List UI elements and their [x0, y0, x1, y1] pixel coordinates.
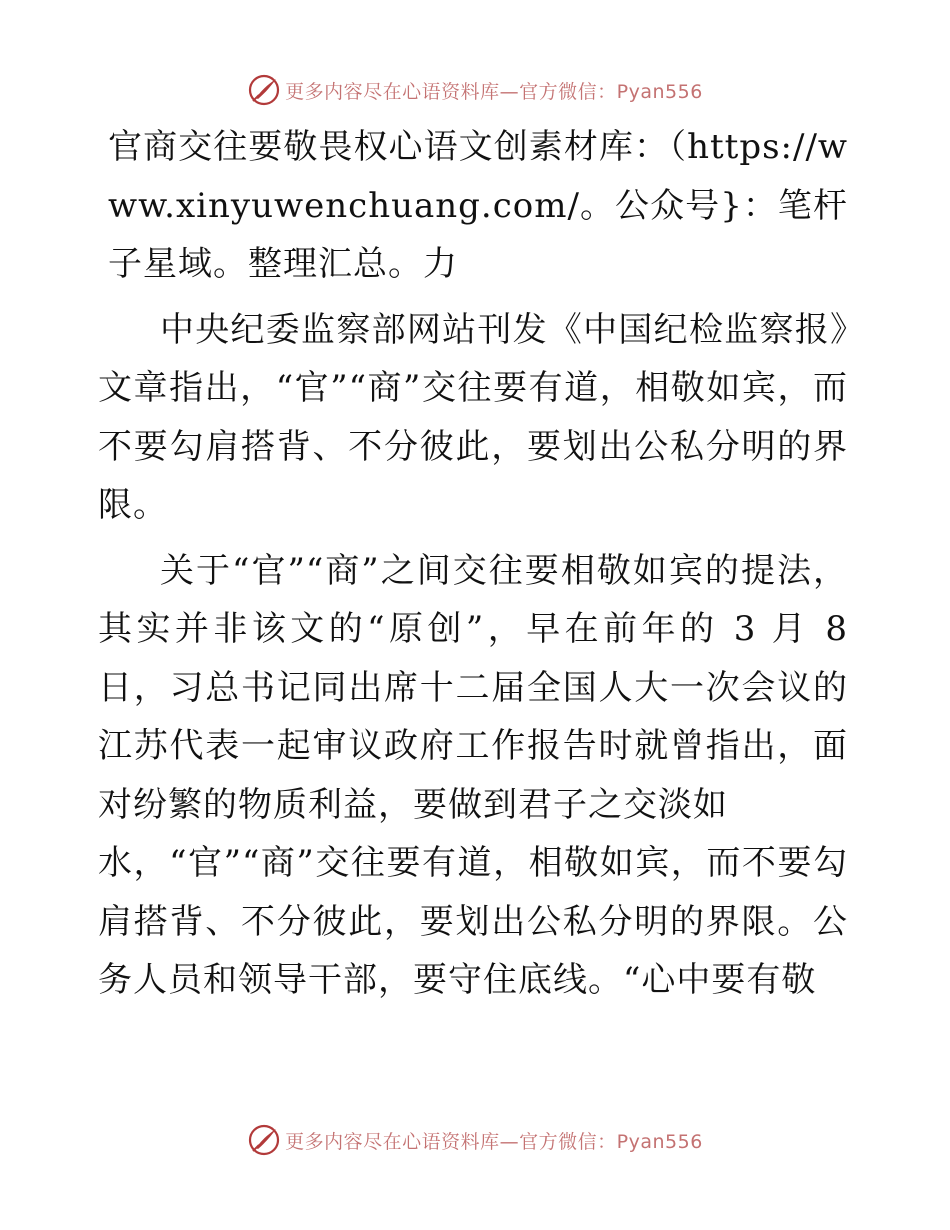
header-banner [0, 70, 950, 110]
paragraph-title: 官商交往要敬畏权心语文创素材库：（https://www.xinyuwenchuang.com/。公众号}：笔杆子星域。整理汇总。力 [108, 127, 848, 284]
header-banner-text: 更多内容尽在心语资料库—官方微信：Pyan556 [285, 80, 703, 103]
paragraph-1: 中央纪委监察部网站刊发《中国纪检监察报》文章指出，“官”“商”交往要有道，相敬如宾，而不要勾肩搭背、不分彼此，要划出公私分明的界限。 [98, 309, 848, 525]
feather-pen-logo-icon [247, 73, 281, 107]
paragraph-3: 水，“官”“商”交往要有道，相敬如宾，而不要勾肩搭背、不分彼此，要划出公私分明的界限。公务人员和领导干部，要守住底线。“心中要有敬 [98, 843, 848, 1000]
feather-pen-logo-icon [247, 1123, 281, 1157]
paragraph-2: 关于“官”“商”之间交往要相敬如宾的提法，其实并非该文的“原创”，早在前年的 3 月 8 日，习总书记同出席十二届全国人大一次会议的江苏代表一起审议政府工作报告时就曾指出，面对纷繁的物质利益，要做到君子之交淡如 [98, 550, 848, 825]
footer-banner-text: 更多内容尽在心语资料库—官方微信：Pyan556 [285, 1130, 703, 1153]
footer-banner [0, 1120, 950, 1160]
document-body [98, 118, 848, 1017]
